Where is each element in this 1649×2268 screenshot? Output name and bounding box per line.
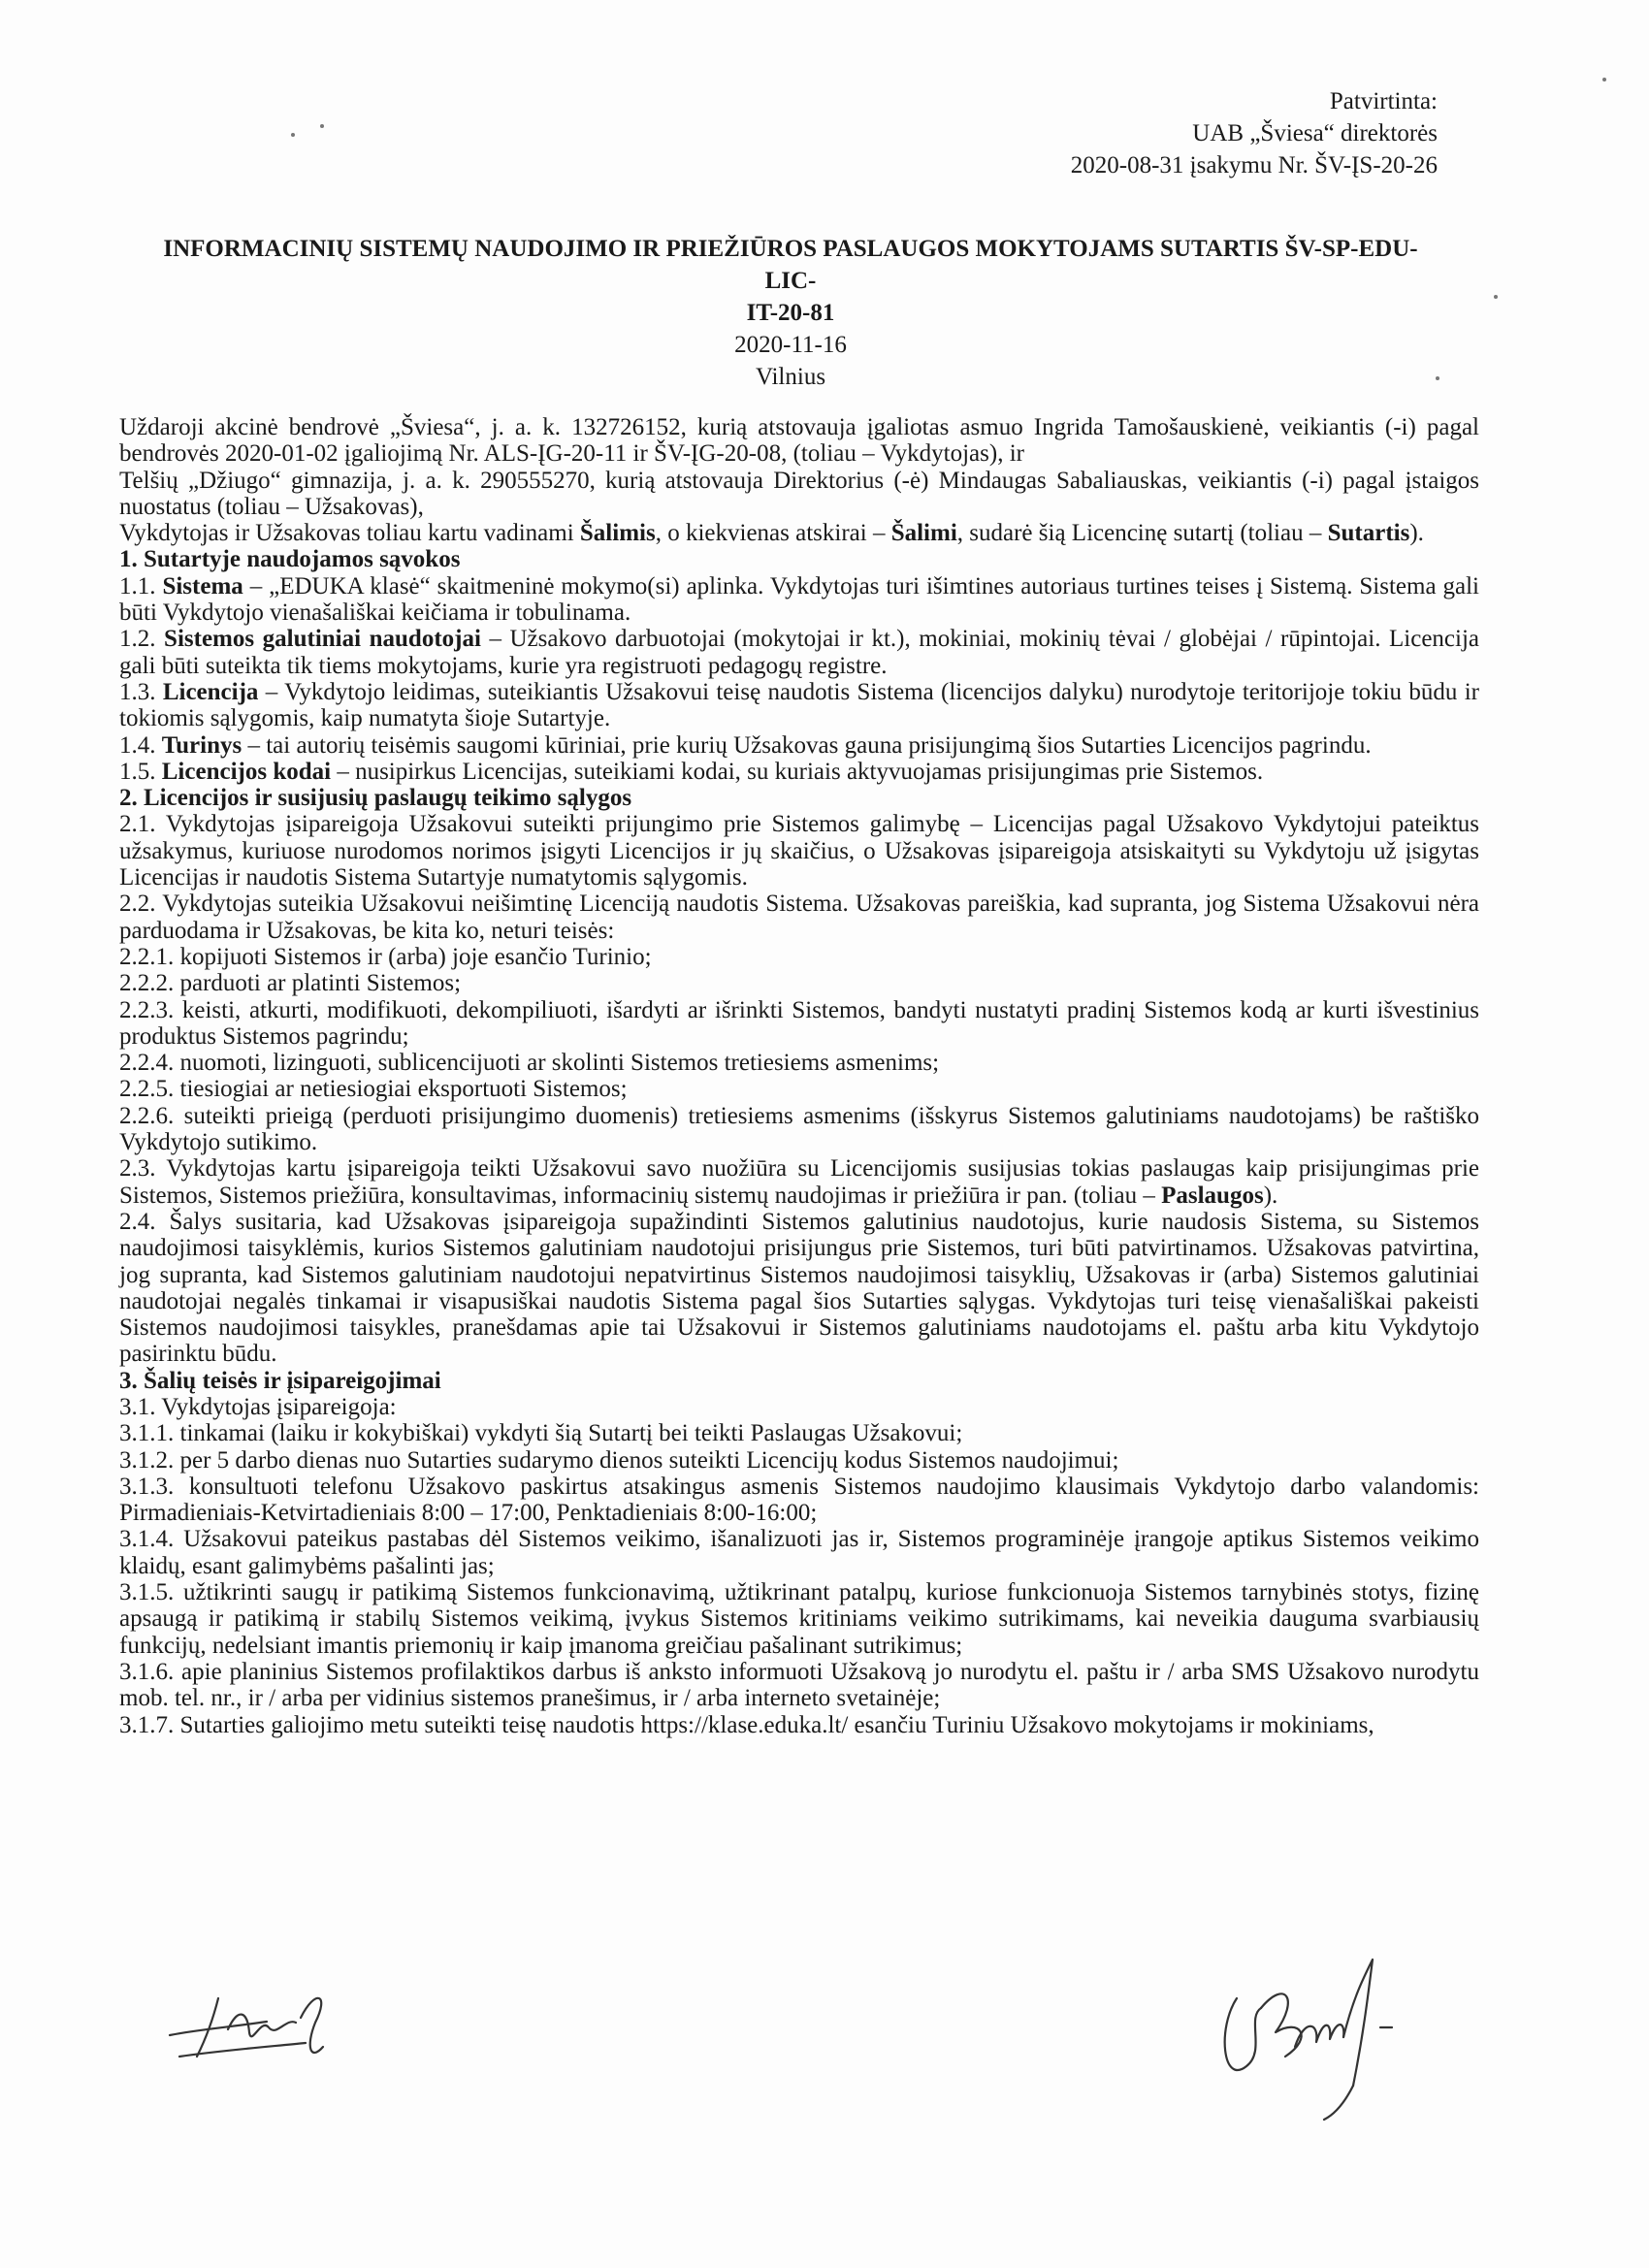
approval-block	[1071, 85, 1438, 181]
parties-uzsakovas: Telšių „Džiugo“ gimnazija, j. a. k. 290555270, kurią atstovauja Direktorius (-ė) Mindaugas Sabaliauskas, veikiantis (-i) pagal įstaigos nuostatus (toliau – Užsakovas),	[119, 467, 1479, 520]
clause-2-4: 2.4. Šalys susitaria, kad Užsakovas įsipareigoja supažindinti Sistemos galutinius naudotojus, kurie naudosis Sistema, su Sistemos naudojimosi taisyklėmis, kurios Sistemos galutiniam naudotojui prisijungus prie Sistemos, turi būti patvirtinamos. Užsakovas patvirtina, jog supranta, kad Sistemos galutiniam naudotojui nepatvirtinus Sistemos naudojimosi taisyklių, Užsakovas ir (arba) Sistemos galutiniai naudotojai negalės tinkamai ir visapusiškai naudotis Sistema pagal šios Sutarties sąlygas. Vykdytojas turi teisę vienašališkai pakeisti Sistemos naudojimosi taisykles, pranešdamas apie tai Užsakovui ir Sistemos galutiniams naudotojams el. paštu arba kitu Vykdytojo pasirinktu būdu.	[119, 1208, 1479, 1368]
signature-left-icon	[160, 1979, 344, 2071]
approval-label: Patvirtinta:	[1329, 88, 1438, 114]
clause-1-3: 1.3. Licencija – Vykdytojo leidimas, suteikiantis Užsakovui teisę naudotis Sistema (licencijos dalyku) nurodytoje teritorijoje tokiu būdu ir tokiomis sąlygomis, kaip numatyta šioje Sutartyje.	[119, 678, 1479, 732]
scan-speck	[1602, 78, 1606, 81]
approval-order: 2020-08-31 įsakymu Nr. ŠV-ĮS-20-26	[1070, 152, 1438, 178]
clause-2-2-2: 2.2.2. parduoti ar platinti Sistemos;	[119, 970, 462, 997]
clause-1-5: 1.5. Licencijos kodai – nusipirkus Licencijas, suteikiami kodai, su kuriais aktyvuojamas prisijungimas prie Sistemos.	[119, 758, 1264, 785]
clause-3-1-4: 3.1.4. Užsakovui pateikus pastabas dėl Sistemos veikimo, išanalizuoti jas ir, Sistemos programinėje įrangoje aptikus Sistemos veikimo klaidų, esant galimybėms pašalinti jas;	[119, 1526, 1479, 1579]
clause-1-2: 1.2. Sistemos galutiniai naudotojai – Užsakovo darbuotojai (mokytojai ir kt.), mokiniai, mokinių tėvai / globėjai / rūpintojai. Licencija gali būti suteikta tik tiems mokytojams, kurie yra registruoti pedagogų registre.	[119, 626, 1480, 679]
clause-2-1: 2.1. Vykdytojas įsipareigoja Užsakovui suteikti prijungimo prie Sistemos galimybę – Licencijas pagal Užsakovo Vykdytojui pateiktus užsakymus, kuriuose nurodomos norimos įsigyti Licencijos ir jų skaičius, o Užsakovas įsipareigoja atsiskaityti su Vykdytoju už įsigytas Licencijas ir naudotis Sistema Sutartyje numatytomis sąlygomis.	[119, 811, 1479, 891]
scan-speck	[1494, 295, 1498, 299]
signature-right-icon	[1208, 1940, 1402, 2144]
document-title-line2: IT-20-81	[746, 300, 835, 326]
document-city: Vilnius	[755, 364, 826, 390]
scan-speck	[320, 124, 324, 128]
scan-speck	[1436, 376, 1439, 380]
clause-3-1-3: 3.1.3. konsultuoti telefonu Užsakovo paskirtus atsakingus asmenis Sistemos naudojimo klausimais Vykdytojo darbo valandomis: Pirmadieniais-Ketvirtadieniais 8:00 – 17:00, Penktadieniais 8:00-16:00;	[119, 1473, 1479, 1527]
clause-2-2-6: 2.2.6. suteikti prieigą (perduoti prisijungimo duomenis) tretiesiems asmenims (išskyrus Sistemos galutiniams naudotojams) be raštiško Vykdytojo sutikimo.	[119, 1102, 1479, 1156]
approval-issuer: UAB „Šviesa“ direktorės	[1192, 120, 1438, 146]
section-heading: 3. Šalių teisės ir įsipareigojimai	[119, 1367, 441, 1394]
clause-1-1: 1.1. Sistema – „EDUKA klasė“ skaitmeninė mokymo(si) aplinka. Vykdytojas turi išimtines autoriaus turtines teises į Sistemą. Sistema gali būti Vykdytojo vienašališkai keičiama ir tobulinama.	[119, 572, 1479, 627]
parties-vykdytojas: Uždaroji akcinė bendrovė „Šviesa“, j. a. k. 132726152, kurią atstovauja įgaliotas asmuo Ingrida Tamošauskienė, veikiantis (-i) pagal bendrovės 2020-01-02 įgaliojimą Nr. ALS-ĮG-20-11 ir ŠV-ĮG-20-08, (toliau – Vykdytojas), ir	[119, 414, 1479, 468]
contract-body	[119, 414, 1479, 1738]
clause-3-1-1: 3.1.1. tinkamai (laiku ir kokybiškai) vykdyti šią Sutartį bei teikti Paslaugas Užsakovui;	[119, 1420, 963, 1447]
clause-1-4: 1.4. Turinys – tai autorių teisėmis saugomi kūriniai, prie kurių Užsakovas gauna prisijungimą šios Sutarties Licencijos pagrindu.	[119, 731, 1372, 759]
scan-speck	[291, 133, 295, 137]
clause-2-2-4: 2.2.4. nuomoti, lizinguoti, sublicencijuoti ar skolinti Sistemos tretiesiems asmenims;	[119, 1050, 940, 1077]
document-date: 2020-11-16	[734, 332, 847, 358]
title-block	[146, 233, 1436, 393]
document-title-line1: INFORMACINIŲ SISTEMŲ NAUDOJIMO IR PRIEŽIŪROS PASLAUGOS MOKYTOJAMS SUTARTIS ŠV-SP-EDU-LIC-	[163, 236, 1418, 294]
parties-definition: Vykdytojas ir Užsakovas toliau kartu vadinami Šalimis, o kiekvienas atskirai – Šalimi, sudarė šią Licencinę sutartį (toliau – Sutartis).	[119, 520, 1424, 547]
section-heading: 1. Sutartyje naudojamos sąvokos	[119, 546, 461, 573]
clause-2-2-5: 2.2.5. tiesiogiai ar netiesiogiai eksportuoti Sistemos;	[119, 1076, 628, 1103]
clause-2-2-3: 2.2.3. keisti, atkurti, modifikuoti, dekompiliuoti, išardyti ar išrinkti Sistemos, bandyti nustatyti pradinį Sistemos kodą ar kurti išvestinius produktus Sistemos pagrindu;	[119, 996, 1479, 1050]
section-heading: 2. Licencijos ir susijusių paslaugų teikimo sąlygos	[119, 785, 632, 812]
clause-3-1-7: 3.1.7. Sutarties galiojimo metu suteikti teisę naudotis https://klase.eduka.lt/ esančiu Turiniu Užsakovo mokytojams ir mokiniams,	[119, 1711, 1374, 1738]
clause-3-1: 3.1. Vykdytojas įsipareigoja:	[119, 1393, 397, 1420]
clause-3-1-6: 3.1.6. apie planinius Sistemos profilaktikos darbus iš anksto informuoti Užsakovą jo nurodytu el. paštu ir / arba SMS Užsakovo nurodytu mob. tel. nr., ir / arba per vidinius sistemos pranešimus, ir / arba interneto svetainėje;	[119, 1658, 1479, 1712]
clause-3-1-5: 3.1.5. užtikrinti saugų ir patikimą Sistemos funkcionavimą, užtikrinant patalpų, kuriose funkcionuoja Sistemos tarnybinės stotys, fizinę apsaugą ir patikimą ir stabilų Sistemos veikimą, įvykus Sistemos kritiniams veikimo sutrikimams, kai neveikia dauguma svarbiausių funkcijų, nedelsiant imantis priemonių ir kaip įmanoma greičiau pašalinant sutrikimus;	[119, 1579, 1479, 1659]
clause-2-2-1: 2.2.1. kopijuoti Sistemos ir (arba) joje esančio Turinio;	[119, 943, 652, 970]
clause-3-1-2: 3.1.2. per 5 darbo dienas nuo Sutarties sudarymo dienos suteikti Licencijų kodus Sistemos naudojimui;	[119, 1446, 1119, 1474]
clause-2-2: 2.2. Vykdytojas suteikia Užsakovui neišimtinę Licenciją naudotis Sistema. Užsakovas pareiškia, kad supranta, jog Sistema Užsakovui nėra parduodama ir Užsakovas, be kita ko, neturi teisės:	[119, 891, 1479, 944]
clause-2-3: 2.3. Vykdytojas kartu įsipareigoja teikti Užsakovui savo nuožiūra su Licencijomis susijusias tokias paslaugas kaip prisijungimas prie Sistemos, Sistemos priežiūra, konsultavimas, informacinių sistemų naudojimas ir priežiūra ir pan. (toliau – Paslaugos).	[119, 1155, 1479, 1209]
